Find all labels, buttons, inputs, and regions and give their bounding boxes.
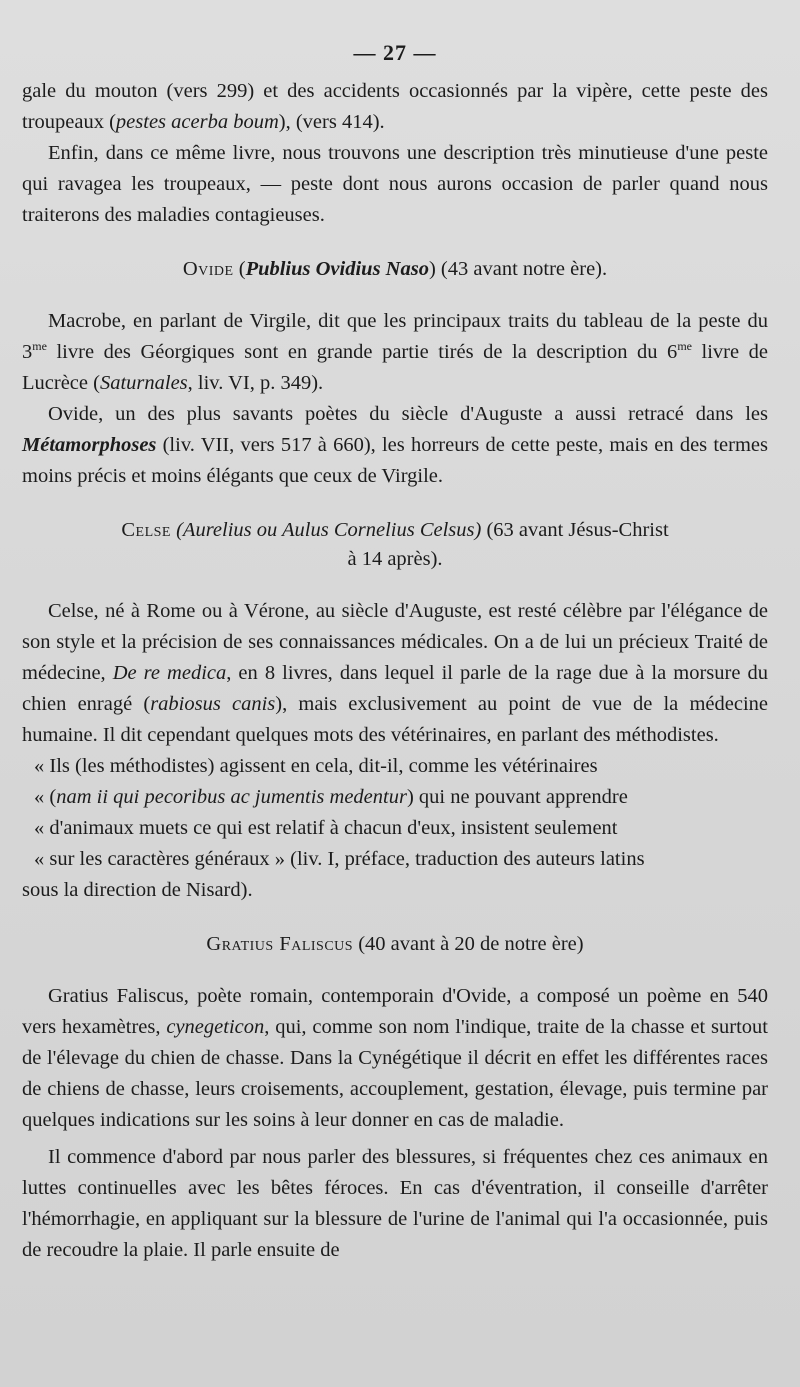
- heading-celse-dates-2: à 14 après).: [347, 548, 443, 570]
- superscript: me: [677, 339, 692, 354]
- paragraph-3-text-a: Macrobe, en parlant de Virgile, dit que les principaux traits du tableau de la peste du 3: [22, 310, 768, 363]
- paragraph-7: Il commence d'abord par nous parler des blessures, si fréquentes chez ces animaux en luttes continuelles avec les bêtes féroces. En cas d'éventration, il conseille d'arrêter l'hémorrhagie, en appliquant sur la blessure de l'urine de l'animal qui l'a occasionnée, puis de recoudre la plaie. Il parle ensuite de: [22, 1146, 768, 1261]
- heading-gratius: [22, 930, 768, 959]
- paragraph-6-text-a: Gratius Faliscus, poète romain, contemporain d'Ovide, a composé un poème en 540 vers hexamètres,: [22, 985, 768, 1038]
- paragraph-3-text-b: livre des Géorgiques sont en grande partie tirés de la description du 6: [46, 341, 678, 363]
- latin-phrase: nam ii qui pecoribus ac jumentis medentur: [56, 786, 407, 808]
- quote-line: « sur les caractères généraux » (liv. I, préface, traduction des auteurs latins: [34, 848, 645, 870]
- work-title: Métamorphoses: [22, 434, 157, 456]
- quote-mark: « (: [34, 786, 57, 808]
- heading-ovide-dates: (43 avant notre ère).: [435, 258, 608, 280]
- heading-celse-name: Celse: [121, 519, 171, 541]
- paragraph-4: [22, 399, 768, 492]
- heading-ovide: Ovide (Publius Ovidius Naso) (43 avant notre ère).: [182, 258, 608, 280]
- heading-celse-dates-1: (63 avant Jésus-Christ: [481, 519, 669, 541]
- paragraph-1-text-b: ), (vers 414).: [278, 111, 385, 133]
- paragraph-3: [22, 306, 768, 399]
- paragraph-6: [22, 981, 768, 1136]
- paragraph-6-text-b: , qui, comme son nom l'indique, traite de la chasse et surtout de l'élevage du chien de chasse. Dans la Cynégétique il décrit en effet les différentes races de chiens de chasse, leurs croisements, accouplement, gestation, élevage, puis termine par quelques indications sur les soins à leur donner en cas de maladie.: [22, 1016, 768, 1131]
- paragraph-5-text-b: , en 8 livres, dans lequel il parle de la rage due à la morsure du chien enragé (: [22, 662, 768, 715]
- heading-ovide-latin: Publius Ovidius Naso: [245, 258, 429, 280]
- work-title: cynegeticon: [166, 1016, 265, 1038]
- latin-phrase: rabiosus canis: [150, 693, 276, 715]
- quote-line: sous la direction de Nisard).: [22, 879, 253, 901]
- paragraph-4-text-a: Ovide, un des plus savants poètes du siècle d'Auguste a aussi retracé dans les: [48, 403, 768, 425]
- paragraph-4-text-b: (liv. VII, vers 517 à 660), les horreurs de cette peste, mais en des termes moins précis et moins élégants que ceux de Virgile.: [22, 434, 768, 487]
- paragraph-5: [22, 596, 768, 751]
- quote-text: ) qui ne pouvant apprendre: [406, 786, 628, 808]
- paragraph-5-text-a: Celse, né à Rome ou à Vérone, au siècle d'Auguste, est resté célèbre par l'élégance de son style et la précision de ses connaissances médicales. On a de lui un précieux Traité de médecine,: [22, 600, 768, 684]
- quotation: [22, 751, 768, 906]
- work-title: Saturnales: [99, 372, 188, 394]
- paragraph-1-text-a: gale du mouton (vers 299) et des accidents occasionnés par la vipère, cette peste des troupeaux (: [22, 80, 768, 133]
- quote-line: « d'animaux muets ce qui est relatif à chacun d'eux, insistent seulement: [34, 817, 618, 839]
- paragraph-5-text-c: ), mais exclusivement au point de vue de la médecine humaine. Il dit cependant quelques mots des vétérinaires, en parlant des méthodistes.: [22, 693, 768, 746]
- heading-gratius-dates: (40 avant à 20 de notre ère): [353, 933, 584, 955]
- heading-ovide-name: Ovide: [182, 258, 234, 280]
- paragraph-3-text-c: livre de Lucrèce (: [22, 341, 768, 394]
- quote-line: [34, 782, 768, 813]
- superscript: me: [32, 339, 47, 354]
- heading-gratius-name: Gratius Faliscus: [206, 933, 354, 955]
- paragraph-3-text-d: , liv. VI, p. 349).: [187, 372, 324, 394]
- page-number: — 27 —: [353, 40, 437, 65]
- heading-celse: [22, 516, 768, 574]
- work-title: De re medica: [112, 662, 227, 684]
- latin-phrase: pestes acerba boum: [115, 111, 279, 133]
- quote-line: « Ils (les méthodistes) agissent en cela, dit-il, comme les vétérinaires: [34, 755, 598, 777]
- heading-celse-latin: (Aurelius ou Aulus Cornelius Celsus): [176, 519, 482, 541]
- paragraph-1: [22, 76, 768, 138]
- paragraph-2: Enfin, dans ce même livre, nous trouvons une description très minutieuse d'une peste qui ravagea les troupeaux, — peste dont nous aurons occasion de parler quand nous traiterons des maladies contagieuses.: [22, 142, 768, 226]
